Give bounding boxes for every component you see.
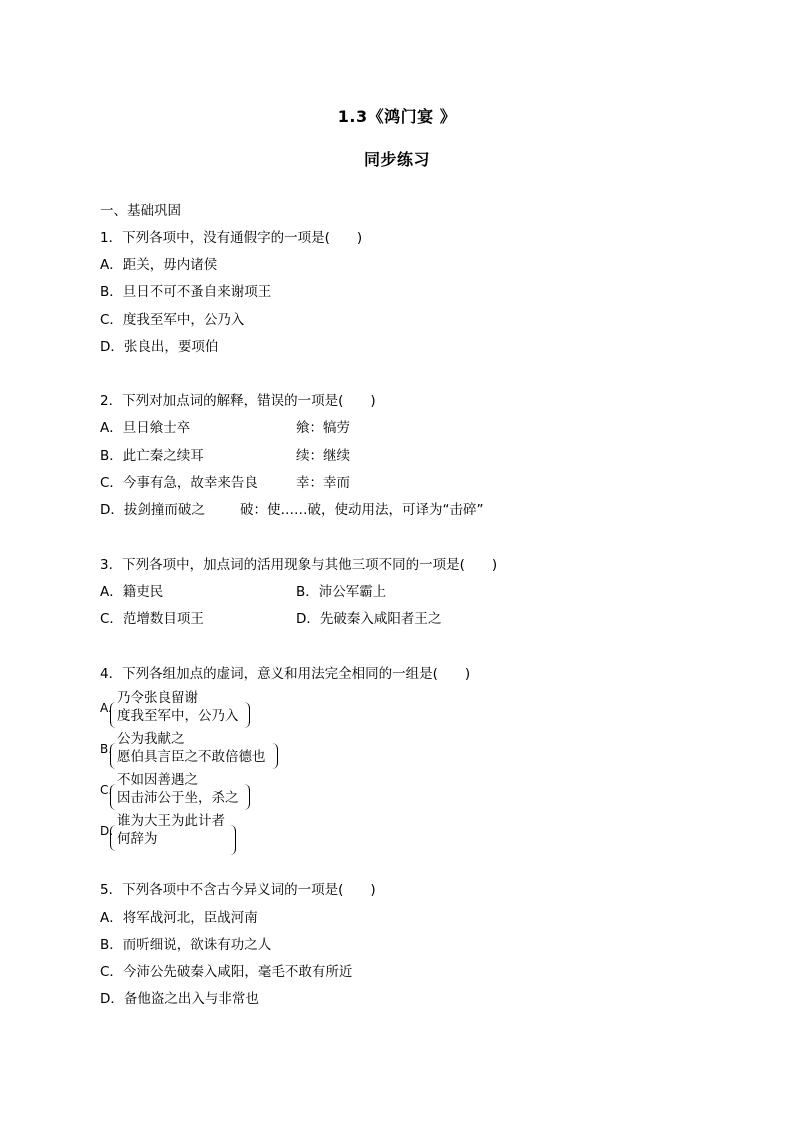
q4-option-b-line2: 愿伯具言臣之不敢倍德也 (117, 749, 266, 765)
q1-option-a: A．距关，毋内诸侯 (100, 257, 218, 273)
document-title: 1.3《鸿门宴 》 (337, 107, 457, 126)
q4-option-b-label: B. (100, 742, 113, 756)
section-heading: 一、基础巩固 (100, 203, 181, 219)
left-brace-icon (110, 743, 116, 769)
q5-option-d: D．备他盗之出入与非常也 (100, 991, 259, 1007)
q4-option-d-line2: 何辞为 (117, 831, 158, 847)
right-brace-icon (244, 702, 250, 728)
q3-stem: 3．下列各项中，加点词的活用现象与其他三项不同的一项是( ) (100, 557, 498, 573)
q5-stem: 5．下列各项中不含古今异义词的一项是( ) (100, 882, 376, 898)
q5-option-b: B．而听细说，欲诛有功之人 (100, 937, 272, 953)
q2-option-c-note: 幸：幸而 (296, 475, 350, 491)
q4-option-c-label: C. (100, 783, 113, 797)
q1-stem: 1．下列各项中，没有通假字的一项是( ) (100, 230, 363, 246)
q4-stem: 4．下列各组加点的虚词，意义和用法完全相同的一组是( ) (100, 666, 471, 682)
q2-option-d-note: 破：使……破，使动用法，可译为“击碎” (240, 502, 484, 518)
q1-option-c: C．度我至军中，公乃入 (100, 312, 245, 328)
q2-option-a-note: 飨：犒劳 (296, 420, 350, 436)
right-brace-icon (244, 784, 250, 810)
q2-option-d: D．拔剑撞而破之 (100, 502, 205, 518)
q4-option-a-line2: 度我至军中，公乃入 (117, 708, 239, 724)
q4-option-b-line1: 公为我献之 (117, 731, 185, 747)
q2-option-c: C．今事有急，故幸来告良 (100, 475, 258, 491)
q4-option-d (100, 812, 260, 856)
q5-option-a: A．将军战河北，臣战河南 (100, 910, 258, 926)
q4-option-a (100, 689, 260, 729)
q4-option-b (100, 730, 280, 770)
q3-option-d: D．先破秦入咸阳者王之 (296, 611, 442, 627)
left-brace-icon (110, 784, 116, 810)
q3-option-a: A．籍吏民 (100, 584, 164, 600)
q2-option-b: B．此亡秦之续耳 (100, 448, 204, 464)
right-brace-icon (230, 825, 236, 855)
q4-option-a-line1: 乃令张良留谢 (117, 690, 198, 706)
left-brace-icon (110, 702, 116, 728)
right-brace-icon (272, 743, 278, 769)
q1-option-b: B．旦日不可不蚤自来谢项王 (100, 284, 272, 300)
q2-option-b-note: 续：继续 (296, 448, 350, 464)
q3-option-c: C．范增数目项王 (100, 611, 204, 627)
q4-option-c-line2: 因击沛公于坐，杀之 (117, 790, 239, 806)
q4-option-c-line1: 不如因善遇之 (117, 772, 198, 788)
q4-option-c (100, 771, 260, 811)
q2-stem: 2．下列对加点词的解释，错误的一项是( ) (100, 393, 376, 409)
q5-option-c: C．今沛公先破秦入咸阳，毫毛不敢有所近 (100, 964, 353, 980)
q1-option-d: D．张良出，要项伯 (100, 339, 219, 355)
q4-option-d-label: D. (100, 824, 114, 838)
q4-option-a-label: A. (100, 701, 112, 715)
document-subtitle: 同步练习 (363, 150, 430, 169)
left-brace-icon (110, 825, 116, 851)
q3-option-b: B．沛公军霸上 (296, 584, 387, 600)
q2-option-a: A．旦日飨士卒 (100, 420, 191, 436)
q4-option-d-line1: 谁为大王为此计者 (117, 813, 225, 829)
